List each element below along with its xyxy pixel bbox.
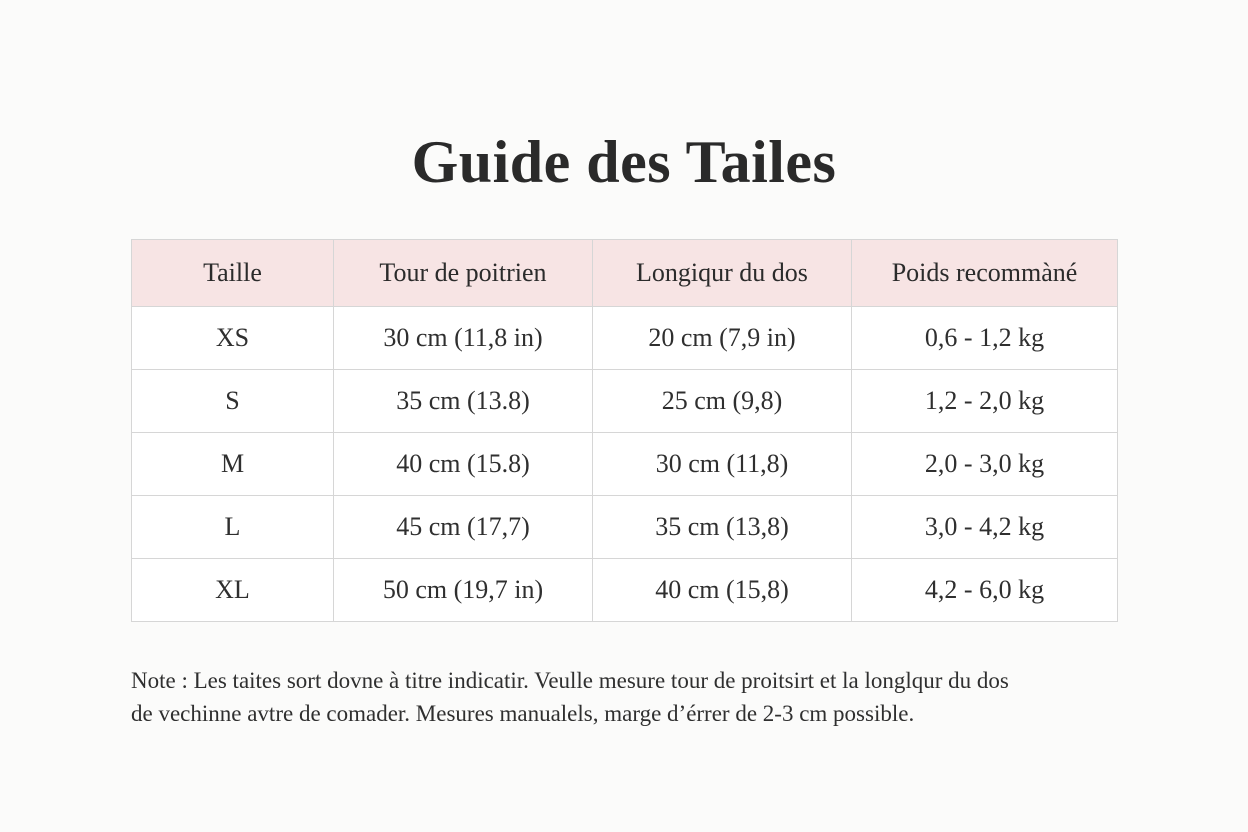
cell-size: M bbox=[132, 433, 334, 496]
cell-weight: 0,6 - 1,2 kg bbox=[852, 307, 1118, 370]
cell-back-length: 40 cm (15,8) bbox=[593, 559, 852, 622]
cell-size: XS bbox=[132, 307, 334, 370]
cell-back-length: 25 cm (9,8) bbox=[593, 370, 852, 433]
cell-weight: 2,0 - 3,0 kg bbox=[852, 433, 1118, 496]
cell-back-length: 20 cm (7,9 in) bbox=[593, 307, 852, 370]
cell-weight: 1,2 - 2,0 kg bbox=[852, 370, 1118, 433]
table-row bbox=[132, 433, 1118, 496]
cell-weight: 3,0 - 4,2 kg bbox=[852, 496, 1118, 559]
cell-chest: 35 cm (13.8) bbox=[334, 370, 593, 433]
cell-chest: 45 cm (17,7) bbox=[334, 496, 593, 559]
cell-size: XL bbox=[132, 559, 334, 622]
cell-back-length: 30 cm (11,8) bbox=[593, 433, 852, 496]
note-line-1: Note : Les taites sort dovne à titre indicatir. Veulle mesure tour de proitsirt et la longlqur du dos bbox=[131, 668, 1009, 693]
cell-back-length: 35 cm (13,8) bbox=[593, 496, 852, 559]
cell-size: S bbox=[132, 370, 334, 433]
header-back-length: Longiqur du dos bbox=[593, 240, 852, 307]
cell-size: L bbox=[132, 496, 334, 559]
size-chart-table bbox=[131, 239, 1118, 622]
cell-chest: 30 cm (11,8 in) bbox=[334, 307, 593, 370]
cell-chest: 50 cm (19,7 in) bbox=[334, 559, 593, 622]
page-title: Guide des Tailes bbox=[411, 129, 837, 196]
note-line-2: de vechinne avtre de comader. Mesures manualels, marge d’érrer de 2-3 cm possible. bbox=[131, 701, 915, 726]
size-note bbox=[131, 664, 1131, 730]
table-header-row bbox=[132, 240, 1118, 307]
cell-weight: 4,2 - 6,0 kg bbox=[852, 559, 1118, 622]
cell-chest: 40 cm (15.8) bbox=[334, 433, 593, 496]
table-row bbox=[132, 307, 1118, 370]
table-row bbox=[132, 559, 1118, 622]
table-row bbox=[132, 370, 1118, 433]
header-weight: Poids recommàné bbox=[852, 240, 1118, 307]
table-row bbox=[132, 496, 1118, 559]
header-chest: Tour de poitrien bbox=[334, 240, 593, 307]
header-size: Taille bbox=[132, 240, 334, 307]
